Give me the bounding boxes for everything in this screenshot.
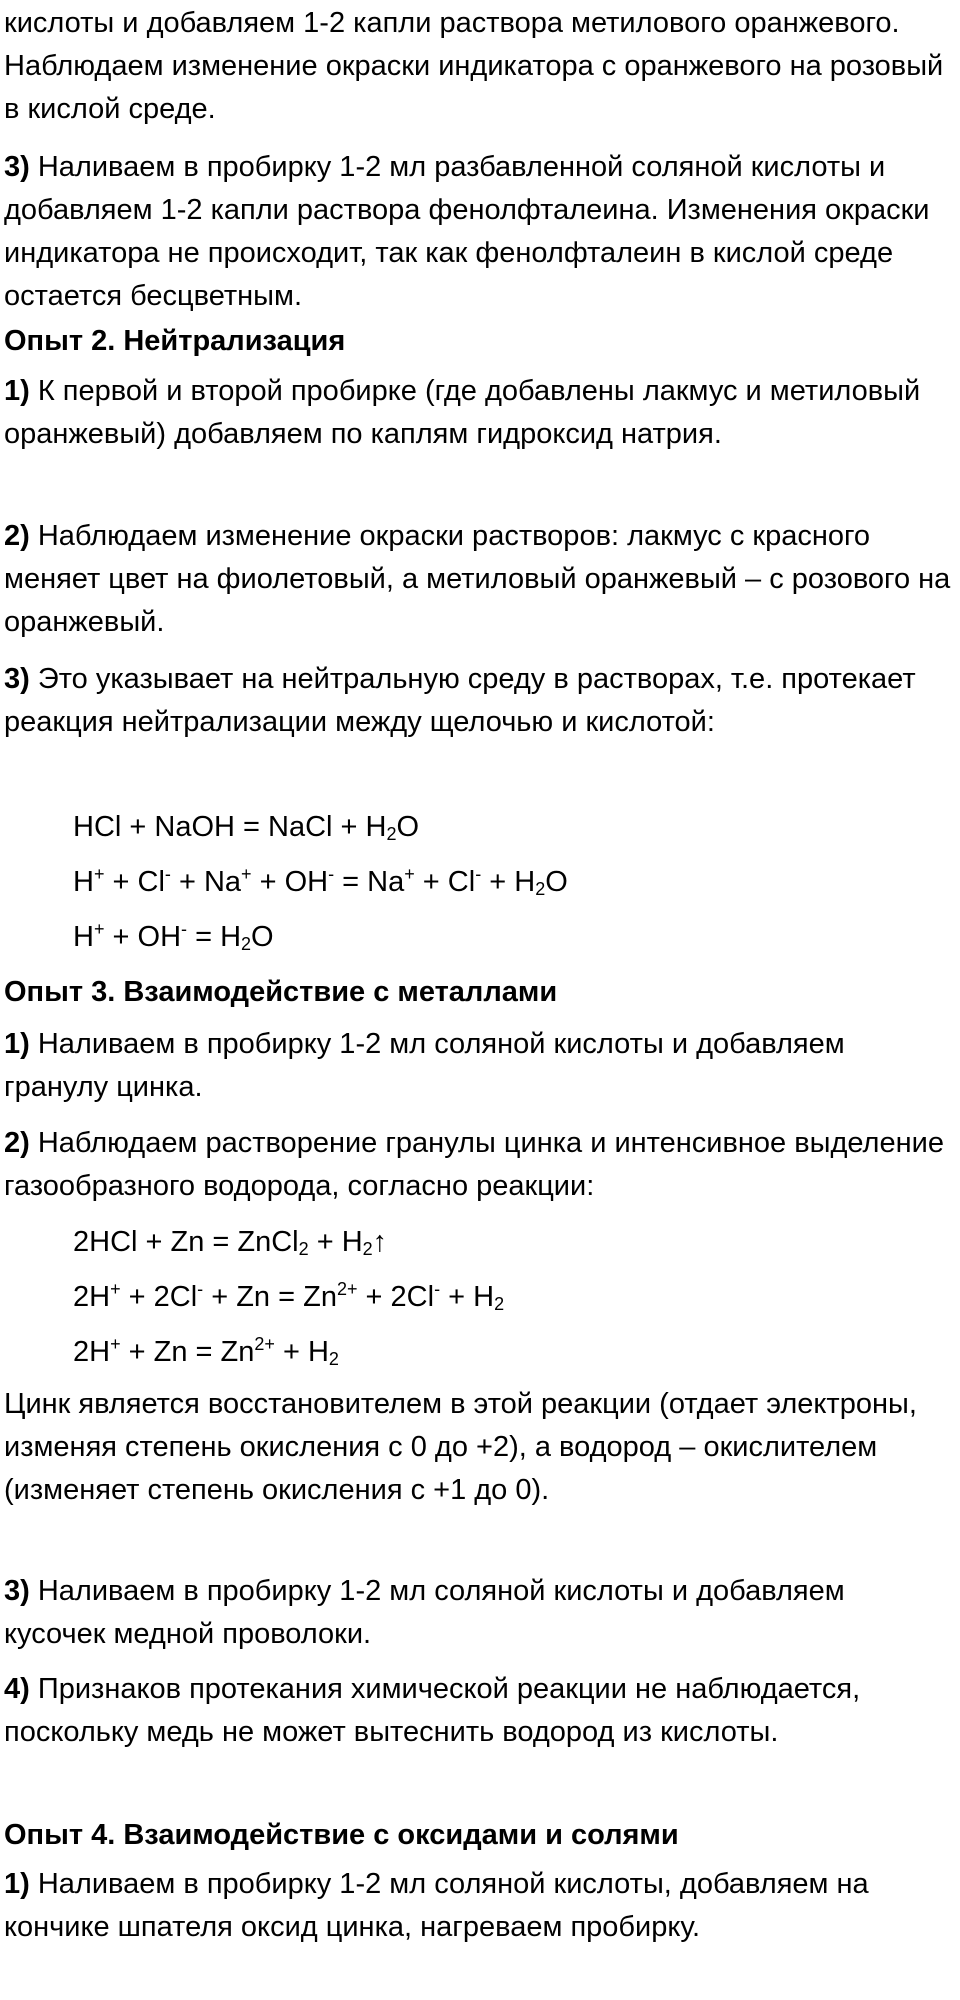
exp3-equation-molecular: 2HCl + Zn = ZnCl$_2$ + $H_2↑$ xyxy=(73,1226,388,1259)
step-number: 1) xyxy=(4,375,30,407)
step-number: 2) xyxy=(4,1127,30,1159)
exp2-equation-full-ionic: $H^+ + Cl^- + Na^+ + OH^- = Na^+ + Cl^- + H_2O$ xyxy=(73,864,568,899)
step-number: 3) xyxy=(4,1575,30,1607)
step-text: Это указывает на нейтральную среду в растворах, т.е. протекает реакция нейтрализации между щелочью и кислотой: xyxy=(4,663,916,738)
exp2-equation-molecular: HCl + NaOH = NaCl + $H_2O$ xyxy=(73,811,420,844)
step-number: 3) xyxy=(4,151,30,183)
exp3-step-1 xyxy=(4,1023,954,1109)
step-number: 2) xyxy=(4,520,30,552)
exp3-note xyxy=(4,1383,954,1512)
step-text: Наливаем в пробирку 1-2 мл соляной кислоты и добавляем гранулу цинка. xyxy=(4,1028,845,1103)
note-text: Цинк является восстановителем в этой реакции (отдает электроны, изменяя степень окисления с 0 до +2), а водород – окислителем (изменяет степень окисления с +1 до 0). xyxy=(4,1388,917,1506)
exp2-heading: Опыт 2. Нейтрализация xyxy=(4,325,346,357)
exp3-heading: Опыт 3. Взаимодействие с металлами xyxy=(4,976,558,1008)
exp2-step-1 xyxy=(4,370,954,456)
step-text: Признаков протекания химической реакции не наблюдается, поскольку медь не может вытеснить водород из кислоты. xyxy=(4,1673,861,1748)
step-text: Наливаем в пробирку 1-2 мл соляной кислоты, добавляем на кончике шпателя оксид цинка, нагреваем пробирку. xyxy=(4,1868,869,1943)
gas-arrow-icon: ↑ xyxy=(372,1226,388,1258)
exp1-step-3 xyxy=(4,146,954,318)
step-number: 3) xyxy=(4,663,30,695)
exp2-step-3 xyxy=(4,658,954,744)
exp3-equation-full-ionic: $2H^+ + 2Cl^- + Zn = Zn^{2+} + 2Cl^- + H_2$ xyxy=(73,1279,505,1314)
exp2-step-2 xyxy=(4,515,954,644)
exp4-step-1 xyxy=(4,1863,954,1949)
step-text: Наблюдаем растворение гранулы цинка и интенсивное выделение газообразного водорода, согласно реакции: xyxy=(4,1127,944,1202)
intro-paragraph xyxy=(4,2,954,131)
step-text: Наливаем в пробирку 1-2 мл разбавленной соляной кислоты и добавляем 1-2 капли раствора фенолфталеина. Изменения окраски индикатора не происходит, так как фенолфталеин в кислой среде остается бесцветным. xyxy=(4,151,930,312)
step-text: Наливаем в пробирку 1-2 мл соляной кислоты и добавляем кусочек медной проволоки. xyxy=(4,1575,845,1650)
exp4-heading: Опыт 4. Взаимодействие с оксидами и солями xyxy=(4,1819,679,1851)
exp3-step-3 xyxy=(4,1570,954,1656)
exp3-step-4 xyxy=(4,1668,954,1754)
exp3-step-2 xyxy=(4,1122,954,1208)
step-text: К первой и второй пробирке (где добавлены лакмус и метиловый оранжевый) добавляем по каплям гидроксид натрия. xyxy=(4,375,921,450)
exp3-equation-short-ionic: $2H^+ + Zn = Zn^{2+} + H_2$ xyxy=(73,1334,339,1369)
exp2-equation-short-ionic: $H^+ + OH^- = H_2O$ xyxy=(73,919,274,954)
step-text: Наблюдаем изменение окраски растворов: лакмус с красного меняет цвет на фиолетовый, а метиловый оранжевый – с розового на оранжевый. xyxy=(4,520,951,638)
step-number: 1) xyxy=(4,1868,30,1900)
intro-text: кислоты и добавляем 1-2 капли раствора метилового оранжевого. Наблюдаем изменение окраски индикатора с оранжевого на розовый в кислой среде. xyxy=(4,7,944,125)
step-number: 1) xyxy=(4,1028,30,1060)
step-number: 4) xyxy=(4,1673,30,1705)
